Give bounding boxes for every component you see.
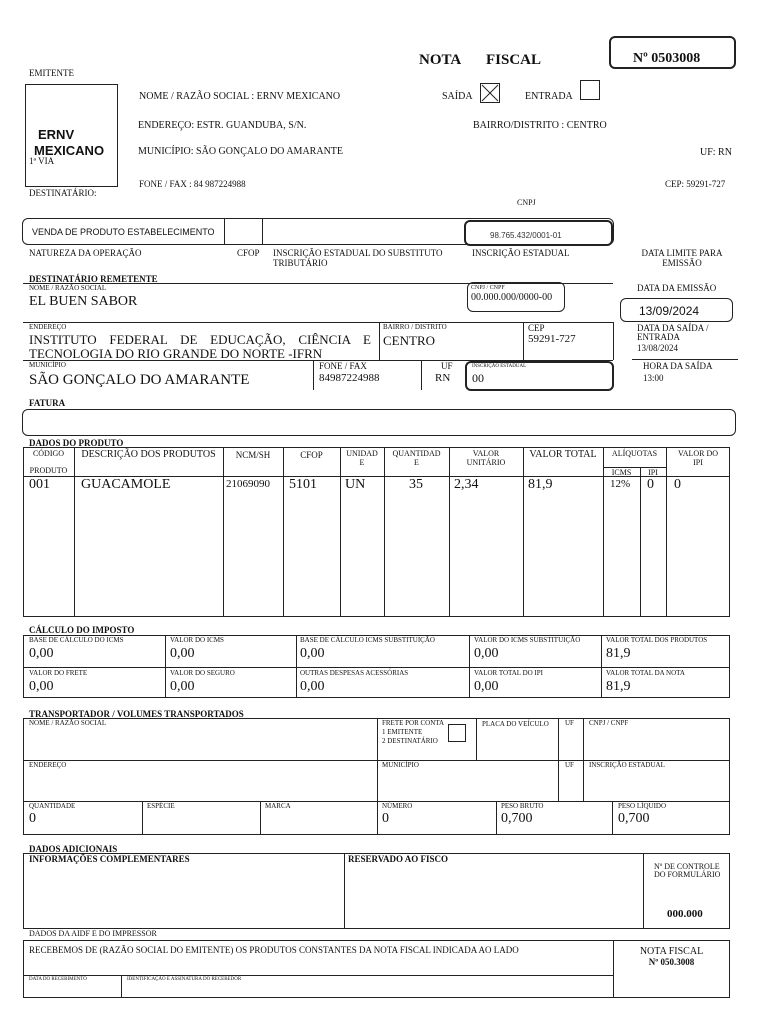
transp-uf2-label: UF	[565, 761, 574, 769]
valor-icms-value: 0,00	[170, 646, 195, 661]
emitente-municipio: MUNICÍPIO: SÃO GONÇALO DO AMARANTE	[138, 146, 344, 157]
col-unidade-2: E	[359, 458, 365, 467]
transp-cnpj-label: CNPJ / CNPF	[589, 719, 629, 727]
peso-liquido-value: 0,700	[618, 811, 650, 826]
dest-endereco-label: ENDEREÇO	[29, 323, 67, 331]
data-emissao-value: 13/09/2024	[639, 304, 700, 318]
ie-substituto-label: INSCRIÇÃO ESTADUAL DO SUBSTITUTO TRIBUTÁRIO	[273, 248, 443, 268]
canhoto-nota-label: NOTA FISCAL	[639, 946, 704, 957]
col-icms: ICMS	[611, 468, 632, 477]
dest-fone-value: 84987224988	[319, 372, 380, 384]
numero-label: NÚMERO	[382, 802, 413, 810]
dest-ie-value: 00	[472, 371, 484, 385]
transp-nome-label: NOME / RAZÃO SOCIAL	[29, 719, 107, 727]
adicionais-table	[23, 853, 730, 929]
document-title-fiscal: FISCAL	[486, 52, 542, 68]
valor-icms-label: VALOR DO ICMS	[170, 636, 224, 644]
produtos-section-title: DADOS DO PRODUTO	[29, 438, 124, 448]
natureza-operacao-label: NATUREZA DA OPERAÇÃO	[29, 248, 142, 258]
logo-text-line1: ERNV	[38, 127, 75, 142]
col-valor-ipi-1: VALOR DO	[677, 449, 719, 458]
emitente-razao-social: NOME / RAZÃO SOCIAL : ERNV MEXICANO	[139, 91, 341, 102]
logo-text-line2: MEXICANO	[34, 143, 105, 158]
data-limite-label: DATA LIMITE PARA EMISSÃO	[641, 248, 723, 268]
col-valor-unitario-2: UNITÁRIO	[466, 458, 506, 467]
col-quantidade-1: QUANTIDAD	[392, 449, 441, 458]
peso-liquido-label: PESO LÍQUIDO	[618, 802, 667, 810]
data-recebimento-label: DATA DO RECEBIMENTO	[29, 977, 87, 982]
frete-checkbox[interactable]	[448, 724, 466, 742]
row-cfop: 5101	[289, 477, 317, 492]
frete-opt-emitente: 1 EMITENTE	[382, 728, 423, 736]
emitente-endereco: ENDEREÇO: ESTR. GUANDUBA, S/N.	[138, 120, 307, 131]
peso-bruto-value: 0,700	[501, 811, 533, 826]
dest-cep-value: 59291-727	[528, 333, 576, 345]
frete-value: 0,00	[29, 679, 54, 694]
row-icms: 12%	[610, 478, 631, 490]
base-icms-value: 0,00	[29, 646, 54, 661]
row-ipi: 0	[647, 477, 654, 492]
col-valor-ipi-2: IPI	[693, 458, 703, 467]
seguro-value: 0,00	[170, 679, 195, 694]
dest-endereco-value: INSTITUTO FEDERAL DE EDUCAÇÃO, CIÊNCIA E TECNOLOGIA DO RIO GRANDE DO NORTE -IFRN	[29, 332, 371, 361]
col-codigo: CÓDIGO	[32, 449, 65, 458]
dest-fone-label: FONE / FAX	[319, 361, 367, 371]
base-icms-label: BASE DE CÁLCULO DO ICMS	[29, 636, 124, 644]
row-descricao: GUACAMOLE	[81, 477, 171, 492]
col-valor-total: VALOR TOTAL	[529, 449, 597, 460]
total-nota-label: VALOR TOTAL DA NOTA	[606, 669, 685, 677]
controle-label-1: Nº DE CONTROLE	[654, 862, 720, 871]
destinatario-header-label: DESTINATÁRIO:	[29, 188, 97, 198]
base-subst-value: 0,00	[300, 646, 325, 661]
emitente-cnpj-value: 98.765.432/0001-01	[490, 231, 562, 240]
outras-despesas-label: OUTRAS DESPESAS ACESSÓRIAS	[300, 669, 409, 677]
total-ipi-value: 0,00	[474, 679, 499, 694]
fatura-label: FATURA	[29, 398, 66, 408]
invoice-number: Nº 0503008	[633, 51, 701, 66]
dest-cnpj-value: 00.000.000/0000-00	[471, 292, 553, 303]
canhoto-nota-number: Nº 050.3008	[648, 957, 695, 967]
adicionais-section-title: DADOS ADICIONAIS	[29, 844, 118, 854]
info-complementares-label: INFORMAÇÕES COMPLEMENTARES	[29, 854, 190, 864]
especie-label: ESPÉCIE	[147, 802, 175, 810]
transp-uf-label: UF	[565, 719, 574, 727]
saida-checkbox[interactable]	[480, 83, 500, 103]
total-produtos-value: 81,9	[606, 646, 631, 661]
total-ipi-label: VALOR TOTAL DO IPI	[474, 669, 543, 677]
outras-despesas-value: 0,00	[300, 679, 325, 694]
row-codigo: 001	[29, 477, 50, 492]
fatura-box	[22, 409, 736, 436]
col-cfop: CFOP	[300, 450, 323, 460]
dest-cep-label: CEP	[528, 323, 545, 333]
transp-municipio-label: MUNICÍPIO	[382, 761, 419, 769]
peso-bruto-label: PESO BRUTO	[501, 802, 544, 810]
transp-endereco-label: ENDEREÇO	[29, 761, 67, 769]
dest-uf-label: UF	[441, 361, 453, 371]
quantidade-label: QUANTIDADE	[29, 802, 76, 810]
row-ncm: 21069090	[226, 478, 270, 490]
frete-label: VALOR DO FRETE	[29, 669, 88, 677]
col-aliquotas: ALÍQUOTAS	[611, 449, 658, 458]
transportador-section-title: TRANSPORTADOR / VOLUMES TRANSPORTADOS	[29, 709, 244, 719]
col-quantidade-2: E	[414, 458, 419, 467]
saida-label: SAÍDA	[442, 91, 473, 102]
hora-saida-value: 13:00	[643, 373, 664, 383]
emitente-label: EMITENTE	[29, 68, 74, 78]
controle-label-2: DO FORMULÁRIO	[654, 870, 721, 879]
check-x-icon	[481, 84, 499, 102]
dest-nome-label: NOME / RAZÃO SOCIAL	[29, 284, 107, 292]
imposto-section-title: CÁLCULO DO IMPOSTO	[29, 625, 135, 635]
canhoto-text: RECEBEMOS DE (RAZÃO SOCIAL DO EMITENTE) OS PRODUTOS CONSTANTES DA NOTA FISCAL INDICADA AO LADO	[29, 945, 519, 955]
base-subst-label: BASE DE CÁLCULO ICMS SUBSTITUIÇÃO	[300, 636, 435, 644]
natureza-operacao-value: VENDA DE PRODUTO ESTABELECIMENTO	[32, 227, 215, 237]
cfop-label: CFOP	[237, 248, 260, 258]
dest-ie-label: INSCRIÇÃO ESTADUAL	[472, 364, 527, 369]
row-valor-total: 81,9	[528, 477, 553, 492]
total-nota-value: 81,9	[606, 679, 631, 694]
row-unidade: UN	[345, 477, 366, 492]
emitente-bairro: BAIRRO/DISTRITO : CENTRO	[473, 120, 607, 131]
emitente-cep: CEP: 59291-727	[665, 179, 726, 189]
dest-bairro-value: CENTRO	[383, 333, 435, 348]
entrada-label: ENTRADA	[525, 91, 573, 102]
col-descricao: DESCRIÇÃO DOS PRODUTOS	[81, 449, 216, 460]
col-unidade-1: UNIDAD	[346, 449, 378, 458]
document-title-nota: NOTA	[419, 52, 462, 68]
row-valor-ipi: 0	[674, 477, 681, 492]
row-quantidade: 35	[409, 477, 423, 492]
reservado-fisco-label: RESERVADO AO FISCO	[348, 854, 449, 864]
row-valor-unitario: 2,34	[454, 477, 479, 492]
dest-nome-value: EL BUEN SABOR	[29, 294, 138, 309]
quantidade-value: 0	[29, 811, 36, 826]
dest-uf-value: RN	[435, 372, 451, 384]
invoice-number-box	[609, 36, 736, 69]
aidf-label: DADOS DA AIDF E DO IMPRESSOR	[29, 929, 157, 938]
data-saida-label: DATA DA SAÍDA / ENTRADA	[637, 323, 709, 343]
col-ipi: IPI	[648, 468, 658, 477]
data-emissao-box	[620, 298, 733, 322]
data-saida-value: 13/08/2024	[637, 343, 679, 353]
ie-label: INSCRIÇÃO ESTADUAL	[472, 248, 570, 258]
dest-municipio-value: SÃO GONÇALO DO AMARANTE	[29, 372, 250, 388]
frete-opt-destinatario: 2 DESTINATÁRIO	[382, 737, 438, 745]
dest-cnpj-box	[467, 282, 565, 312]
logo-box	[25, 84, 118, 187]
dest-bairro-label: BAIRRO / DISTRITO	[383, 323, 447, 331]
cnpj-value-box	[464, 220, 613, 246]
seguro-label: VALOR DO SEGURO	[170, 669, 235, 677]
marca-label: MARCA	[265, 802, 291, 810]
data-emissao-label: DATA DA EMISSÃO	[637, 283, 717, 293]
valor-subst-label: VALOR DO ICMS SUBSTITUIÇÃO	[474, 636, 581, 644]
via-label: 1ª VIA	[29, 156, 55, 166]
identificacao-label: IDENTIFICAÇÃO E ASSINATURA DO RECEBEDOR	[127, 977, 242, 982]
emitente-fone: FONE / FAX : 84 987224988	[139, 179, 246, 189]
valor-subst-value: 0,00	[474, 646, 499, 661]
col-ncm: NCM/SH	[235, 450, 271, 460]
frete-conta-label: FRETE POR CONTA	[382, 719, 445, 727]
col-valor-unitario-1: VALOR	[472, 449, 500, 458]
cnpj-label: CNPJ	[517, 198, 536, 207]
destinatario-section-title: DESTINATÁRIO REMETENTE	[29, 274, 158, 284]
dest-ie-box	[465, 361, 614, 391]
emitente-uf: UF: RN	[700, 147, 732, 158]
col-produto: PRODUTO	[29, 466, 68, 475]
controle-value: 000.000	[667, 908, 703, 920]
dest-cnpj-label: CNPJ / CNPF	[471, 285, 505, 291]
dest-municipio-label: MUNICÍPIO	[29, 361, 66, 369]
hora-saida-label: HORA DA SAÍDA	[643, 361, 713, 371]
entrada-checkbox[interactable]	[580, 80, 600, 100]
numero-value: 0	[382, 811, 389, 826]
transp-ie-label: INSCRIÇÃO ESTADUAL	[589, 761, 665, 769]
total-produtos-label: VALOR TOTAL DOS PRODUTOS	[606, 636, 708, 644]
placa-label: PLACA DO VEÍCULO	[482, 720, 549, 728]
